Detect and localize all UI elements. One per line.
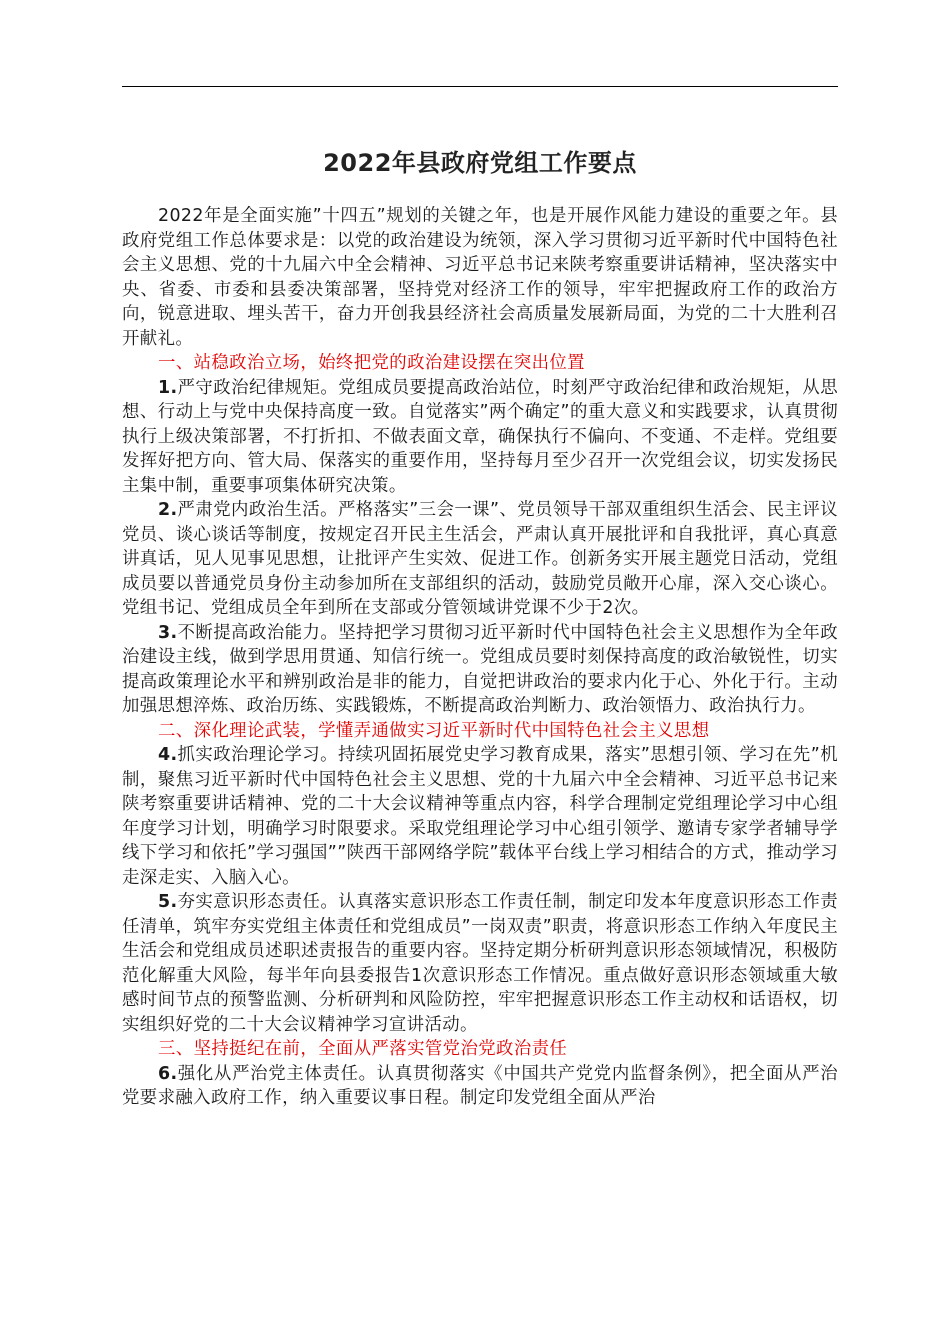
item-number: 3.: [158, 622, 178, 643]
header-rule: [122, 86, 838, 87]
item-paragraph-2: [122, 498, 838, 621]
intro-paragraph: 2022年是全面实施”十四五”规划的关键之年，也是开展作风能力建设的重要之年。县政府党组工作总体要求是：以党的政治建设为统领，深入学习贯彻习近平新时代中国特色社会主义思想、党的十九届六中全会精神、习近平总书记来陕考察重要讲话精神，坚决落实中央、省委、市委和县委决策部署，坚持党对经济工作的领导，牢牢把握政府工作的政治方向，锐意进取、埋头苦干，奋力开创我县经济社会高质量发展新局面，为党的二十大胜利召开献礼。: [122, 206, 838, 349]
item-number: 6.: [158, 1063, 178, 1084]
item-text: 严守政治纪律规矩。党组成员要提高政治站位，时刻严守政治纪律和政治规矩，从思想、行动上与党中央保持高度一致。自觉落实”两个确定”的重大意义和实践要求，认真贯彻执行上级决策部署，不打折扣、不做表面文章，确保执行不偏向、不变通、不走样。党组要发挥好把方向、管大局、保落实的重要作用，坚持每月至少召开一次党组会议，切实发扬民主集中制，重要事项集体研究决策。: [122, 377, 838, 496]
section-heading-3: 三、坚持挺纪在前，全面从严落实管党治党政治责任: [158, 1039, 568, 1059]
item-number: 5.: [158, 892, 178, 912]
document-body: [122, 204, 838, 1111]
item-text: 夯实意识形态责任。认真落实意识形态工作责任制，制定印发本年度意识形态工作责任清单，筑牢夯实党组主体责任和党组成员”一岗双责”职责，将意识形态工作纳入年度民主生活会和党组成员述职述责报告的重要内容。坚持定期分析研判意识形态领域情况，积极防范化解重大风险，每半年向县委报告1次意识形态工作情况。重点做好意识形态领域重大敏感时间节点的预警监测、分析研判和风险防控，牢牢把握意识形态工作主动权和话语权，切实组织好党的二十大会议精神学习宣讲活动。: [122, 892, 838, 1035]
item-text: 强化从严治党主体责任。认真贯彻落实《中国共产党党内监督条例》，把全面从严治党要求融入政府工作，纳入重要议事日程。制定印发党组全面从严治: [122, 1063, 838, 1108]
item-paragraph-6: [122, 1062, 838, 1111]
item-paragraph-3: [122, 621, 838, 719]
item-number: 2.: [158, 500, 178, 520]
document-title: 2022年县政府党组工作要点: [323, 149, 637, 177]
item-number: 4.: [158, 745, 178, 765]
item-number: 1.: [158, 377, 178, 398]
section-heading-2: 二、深化理论武装，学懂弄通做实习近平新时代中国特色社会主义思想: [158, 720, 710, 741]
item-paragraph-5: [122, 890, 838, 1037]
item-paragraph-1: [122, 376, 838, 499]
section-heading-1: 一、站稳政治立场，始终把党的政治建设摆在突出位置: [158, 353, 585, 373]
item-text: 不断提高政治能力。坚持把学习贯彻习近平新时代中国特色社会主义思想作为全年政治建设主线，做到学思用贯通、知信行统一。党组成员要时刻保持高度的政治敏锐性，切实提高政策理论水平和辨别政治是非的能力，自觉把讲政治的要求内化于心、外化于行。主动加强思想淬炼、政治历练、实践锻炼，不断提高政治判断力、政治领悟力、政治执行力。: [122, 622, 838, 716]
item-text: 严肃党内政治生活。严格落实”三会一课”、党员领导干部双重组织生活会、民主评议党员、谈心谈话等制度，按规定召开民主生活会，严肃认真开展批评和自我批评，真心真意讲真话，见人见事见思想，让批评产生实效、促进工作。创新务实开展主题党日活动，党组成员要以普通党员身份主动参加所在支部组织的活动，鼓励党员敞开心扉，深入交心谈心。党组书记、党组成员全年到所在支部或分管领域讲党课不少于2次。: [122, 500, 838, 618]
item-text: 抓实政治理论学习。持续巩固拓展党史学习教育成果，落实”思想引领、学习在先”机制，聚焦习近平新时代中国特色社会主义思想、党的十九届六中全会精神、习近平总书记来陕考察重要讲话精神、党的二十大会议精神等重点内容，科学合理制定党组理论学习中心组年度学习计划，明确学习时限要求。采取党组理论学习中心组引领学、邀请专家学者辅导学线下学习和依托”学习强国””陕西干部网络学院”载体平台线上学习相结合的方式，推动学习走深走实、入脑入心。: [122, 745, 838, 888]
item-paragraph-4: [122, 743, 838, 890]
